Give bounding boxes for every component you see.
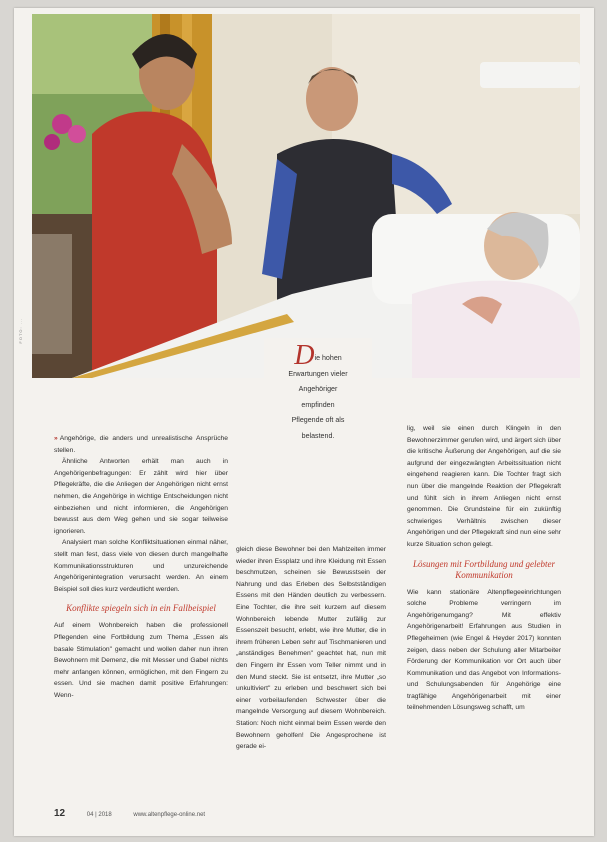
pull-quote-line: empfinden xyxy=(301,400,335,409)
pull-quote-line: ie hohen xyxy=(314,354,342,362)
pull-quote-text xyxy=(264,340,372,444)
continuation-marker: » xyxy=(54,435,58,442)
subheading: Konflikte spiegeln sich in ein Fallbeispiel xyxy=(66,603,216,614)
text-column-1 xyxy=(54,433,228,701)
paragraph-text: Angehörige, die anders und unrealistische Ansprüche stellen. xyxy=(54,435,228,454)
photo-illustration xyxy=(32,14,580,378)
website-link[interactable]: www.altenpflege-online.net xyxy=(133,812,206,818)
pull-quote-line: belastend. xyxy=(301,431,335,440)
paragraph: Auf einem Wohnbereich haben die professionell Pflegenden eine Fortbildung zum Thema „Essen als basale Stimulation" gemacht und wollen daher nun ihren Bewohnern mit Demenz, die mit Messer und Gabel nichts mehr anfangen können, ermöglichen, mit den Fingern zu essen. Und sie machen damit positive Erfahrungen: Wenn- xyxy=(54,622,228,699)
pull-quote-line: Pflegende oft als xyxy=(291,416,345,424)
text-column-2 xyxy=(236,544,386,753)
pull-quote-dropcap: D xyxy=(294,340,315,371)
subheading: Lösungen mit Fortbildung und gelebter Kommunikation xyxy=(413,558,555,580)
paragraph: Analysiert man solche Konfliktsituationen einmal näher, stellt man fest, dass viele von diesen durch mangelhafte Kommunikationsstrukturen und unzureichende Angehörigenintegration verursacht werden. An einem Beispiel soll dies kurz verdeutlicht werden. xyxy=(54,539,228,593)
issue-label: 04 | 2018 xyxy=(86,812,112,818)
page-footer xyxy=(54,808,225,819)
page-number: 12 xyxy=(54,808,66,819)
paragraph: Wie kann stationäre Altenpflegeeinrichtungen solche Probleme verringern im Angehörigenumgang? Mit effektiv Angehörigenarbeit! Erfahrungen aus Studien in Pflegeheimen (wie Engel & Heyder 2017) konnten zeigen, dass neben der Schulung aller Mitarbeiter Förderung der Kommunikation vor Ort auch über Kommunikation und das Angebot von Informations- und Schulungsabenden für Angehörige eine tragfähige Angehörigenarbeit mit einer teilnehmenden Lösungsweg schafft, um xyxy=(407,588,561,712)
article-photo xyxy=(32,14,580,378)
paragraph: lig, weil sie einen durch Klingeln in den Bewohnerzimmer gerufen wird, und ärgert sich über die kritische Äußerung der Angehörigen, auf die sie aufgrund der eingezwängten Arbeitssituation nicht eingehend reagieren kann. Die Tochter fragt sich nun über die mangelnde Reaktion der Pflegekraft und fühlt sich in ihrem Anliegen nicht ernst genommen. Die Grundsteine für ein zukünftig schwieriges Verhältnis zwischen dieser Angehörigen und der Pflegekraft sind nun eine sehr kurze Situation schon gelegt. xyxy=(407,425,561,548)
pull-quote-line: Angehöriger xyxy=(298,385,338,393)
paragraph xyxy=(54,433,228,456)
magazine-page xyxy=(14,8,594,836)
pull-quote xyxy=(264,338,372,450)
photo-credit: FOTO: ... xyxy=(18,318,23,344)
pull-quote-line: Erwartungen vieler xyxy=(288,369,348,378)
text-column-3 xyxy=(407,423,561,714)
paragraph: gleich diese Bewohner bei den Mahlzeiten immer wieder ihren Essplatz und ihre Kleidung mit Essen beschmutzen, scheinen sie Bewusstsein der Nahrung und das Erleben des Selbstständigen Essens mit den Händen deutlich zu verbessern. Eine Tochter, die ihre seit kurzem auf diesem Wohnbereich lebende Mutter zufällig zur Essenszeit besucht, erlebt, wie ihre Mutter, die in ihrem früheren Leben sehr auf Tischmanieren und „anständiges Benehmen" geachtet hat, nun mit den Fingern ihr Essen vom Teller nimmt und in den Mund steckt. Sie ist entsetzt, ihre Mutter „so unkultiviert" zu erleben und beschwert sich bei einer vorbeilaufenden Schwester über die mangelnde Versorgung auf diesem Wohnbereich. Station: Noch nicht einmal beim Essen werde den Bewohnern geholfen! Die Angesprochene ist gerade ei- xyxy=(236,546,386,751)
paragraph: Ähnliche Antworten erhält man auch in Angehörigenbefragungen: Er zählt wird hier über Pflegekräfte, die die Anliegen der Angehörigen nicht ernst nehmen, die Angehörige in wichtige Entscheidungen nicht einbeziehen und nicht informieren, die Angehörigen bewusst aus dem Weg gehen und sie sogar teilweise ignorieren. xyxy=(54,458,228,535)
